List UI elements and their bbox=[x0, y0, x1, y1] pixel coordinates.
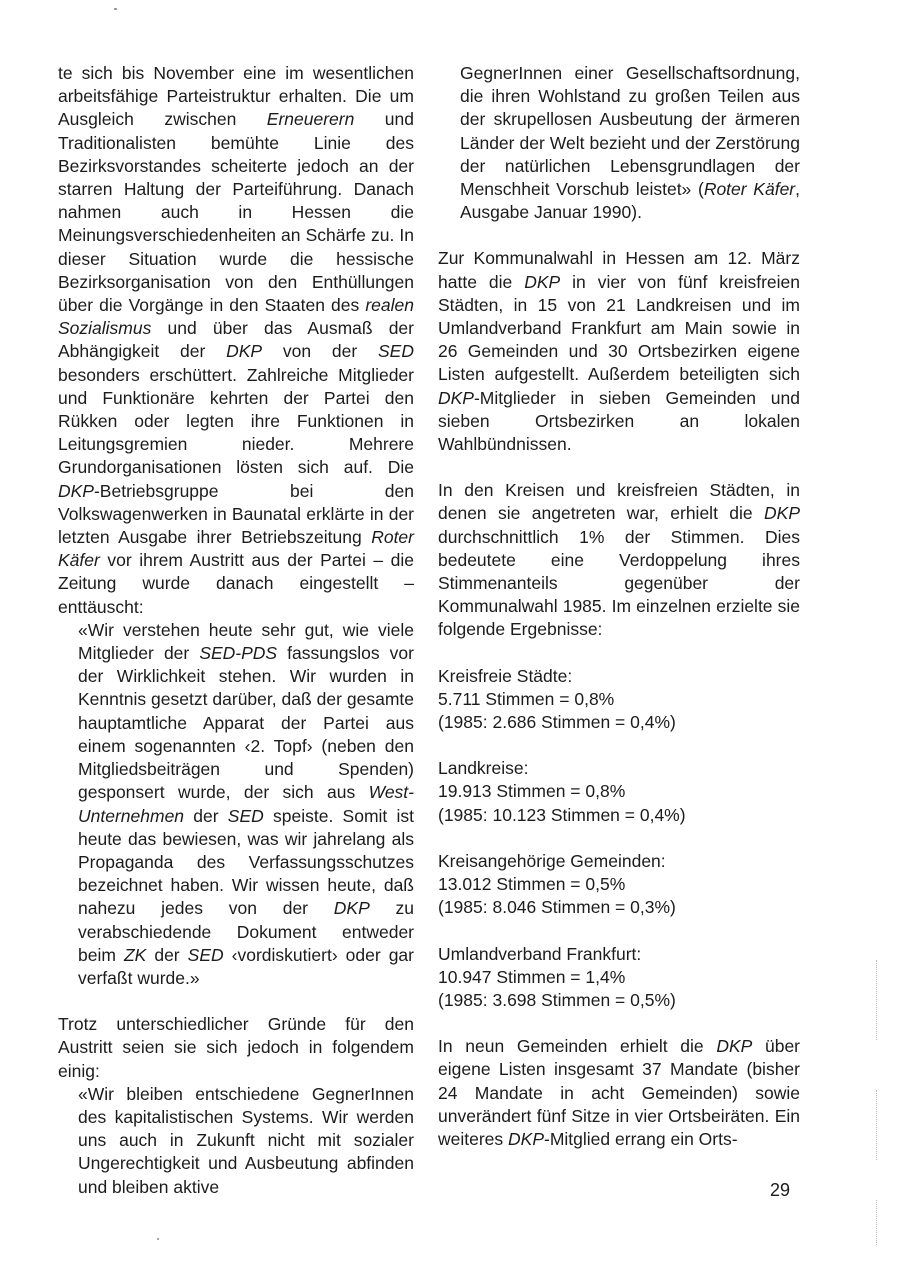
scan-edge-marks bbox=[876, 1200, 878, 1245]
result-label: Kreisfreie Städte: bbox=[438, 665, 573, 686]
page-number: 29 bbox=[770, 1180, 791, 1200]
quote-roter-kaefer-1: «Wir verstehen heute sehr gut, wie viele Mitglieder der SED-PDS fassungslos vor der Wirklichkeit stehen. Wir wurden in Kenntnis gesetzt darüber, daß der gesamte hauptamtliche Apparat der Partei aus einem sogenannten ‹2. Topf› (neben den Mitgliedsbeiträgen und Spenden) gesponsert wurde, der sich aus West-Unternehmen der SED speiste. Somit ist heute das bewiesen, was wir jahrelang als Propaganda des Verfassungsschutzes bezeichnet haben. Wir wissen heute, daß nahezu jedes von der DKP zu verabschiedende Dokument entweder beim ZK der SED ‹vordiskutiert› oder gar verfaßt wurde.» bbox=[78, 619, 414, 988]
scan-speck bbox=[114, 8, 117, 10]
result-previous: (1985: 10.123 Stimmen = 0,4%) bbox=[438, 804, 686, 825]
scan-edge-marks bbox=[876, 1090, 878, 1160]
spacer bbox=[438, 456, 800, 479]
result-current: 19.913 Stimmen = 0,8% bbox=[438, 781, 626, 802]
result-previous: (1985: 2.686 Stimmen = 0,4%) bbox=[438, 712, 676, 733]
spacer bbox=[438, 642, 800, 665]
result-block-landkreise bbox=[438, 757, 800, 827]
paragraph-kommunalwahl: Zur Kommunalwahl in Hessen am 12. März hatte die DKP in vier von fünf kreisfreien Städten, in 15 von 21 Landkreisen und im Umlandverband Frankfurt am Main sowie in 26 Gemeinden und 30 Ortsbezirken eigene Listen aufgestellt. Außerdem beteiligten sich DKP-Mitglieder in sieben Gemeinden und sieben Ortsbezirken an lokalen Wahlbündnissen. bbox=[438, 248, 800, 455]
result-block-kreisfreie-staedte bbox=[438, 665, 800, 735]
result-block-umlandverband bbox=[438, 943, 800, 1013]
paragraph-party-crisis: te sich bis November eine im wesentlichen arbeitsfähige Parteistruktur erhalten. Die um Ausgleich zwischen Erneuerern und Traditionalisten bemühte Linie des Bezirksvorstandes scheiterte jedoch an der starren Haltung der Parteiführung. Danach nahmen auch in Hessen die Meinungsverschiedenheiten an Schärfe zu. In dieser Situation wurde die hessische Bezirksorganisation von den Enthüllungen über die Vorgänge in den Staaten des realen Sozialismus und über das Ausmaß der Abhängigkeit der DKP von der SED besonders erschüttert. Zahlreiche Mitglieder und Funktionäre kehrten der Partei den Rükken oder legten ihre Funktionen in Leitungsgremien nieder. Mehrere Grundorganisationen lösten sich auf. Die DKP-Betriebsgruppe bei den Volkswagenwerken in Baunatal erklärte in der letzten Ausgabe ihrer Betriebszeitung Roter Käfer vor ihrem Austritt aus der Partei – die Zeitung wurde danach eingestellt – enttäuscht: bbox=[58, 63, 415, 617]
spacer bbox=[438, 1012, 800, 1035]
paragraph-reasons: Trotz unterschiedlicher Gründe für den Austritt seien sie sich jedoch in folgendem einig: bbox=[58, 1014, 414, 1081]
paragraph-ergebnisse-intro: In den Kreisen und kreisfreien Städten, in denen sie angetreten war, erhielt die DKP durchschnittlich 1% der Stimmen. Dies bedeutete eine Verdoppelung ihres Stimmenanteils gegenüber der Kommunalwahl 1985. Im einzelnen erzielte sie folgende Ergebnisse: bbox=[438, 480, 800, 640]
spacer bbox=[58, 990, 414, 1013]
spacer bbox=[438, 827, 800, 850]
left-column bbox=[58, 62, 414, 1199]
right-column bbox=[438, 62, 800, 1151]
result-current: 13.012 Stimmen = 0,5% bbox=[438, 874, 626, 895]
result-current: 10.947 Stimmen = 1,4% bbox=[438, 966, 626, 987]
spacer bbox=[438, 920, 800, 943]
paragraph-mandate: In neun Gemeinden erhielt die DKP über eigene Listen insgesamt 37 Mandate (bisher 24 Mandate in acht Gemeinden) sowie unverändert fünf Sitze in vier Ortsbeiräten. Ein weiteres DKP-Mitglied errang ein Orts- bbox=[438, 1036, 800, 1149]
result-label: Umlandverband Frankfurt: bbox=[438, 943, 642, 964]
result-label: Kreisangehörige Gemeinden: bbox=[438, 850, 666, 871]
spacer bbox=[438, 224, 800, 247]
result-label: Landkreise: bbox=[438, 758, 529, 779]
spacer bbox=[438, 734, 800, 757]
scan-speck bbox=[157, 1238, 159, 1240]
scan-edge-marks bbox=[876, 960, 878, 1040]
quote-roter-kaefer-2-continued: GegnerInnen einer Gesellschaftsordnung, die ihren Wohlstand zu großen Teilen aus der skrupellosen Ausbeutung der ärmeren Länder der Welt bezieht und der Zerstörung der natürlichen Lebensgrundlagen der Menschheit Vorschub leistet» (Roter Käfer, Ausgabe Januar 1990). bbox=[460, 63, 800, 223]
result-previous: (1985: 3.698 Stimmen = 0,5%) bbox=[438, 989, 676, 1010]
result-previous: (1985: 8.046 Stimmen = 0,3%) bbox=[438, 897, 676, 918]
result-block-gemeinden bbox=[438, 850, 800, 920]
quote-roter-kaefer-2: «Wir bleiben entschiedene GegnerInnen des kapitalistischen Systems. Wir werden uns auch in Zukunft nicht mit sozialer Ungerechtigkeit und Ausbeutung abfinden und bleiben aktive bbox=[78, 1083, 414, 1197]
result-current: 5.711 Stimmen = 0,8% bbox=[438, 688, 615, 709]
